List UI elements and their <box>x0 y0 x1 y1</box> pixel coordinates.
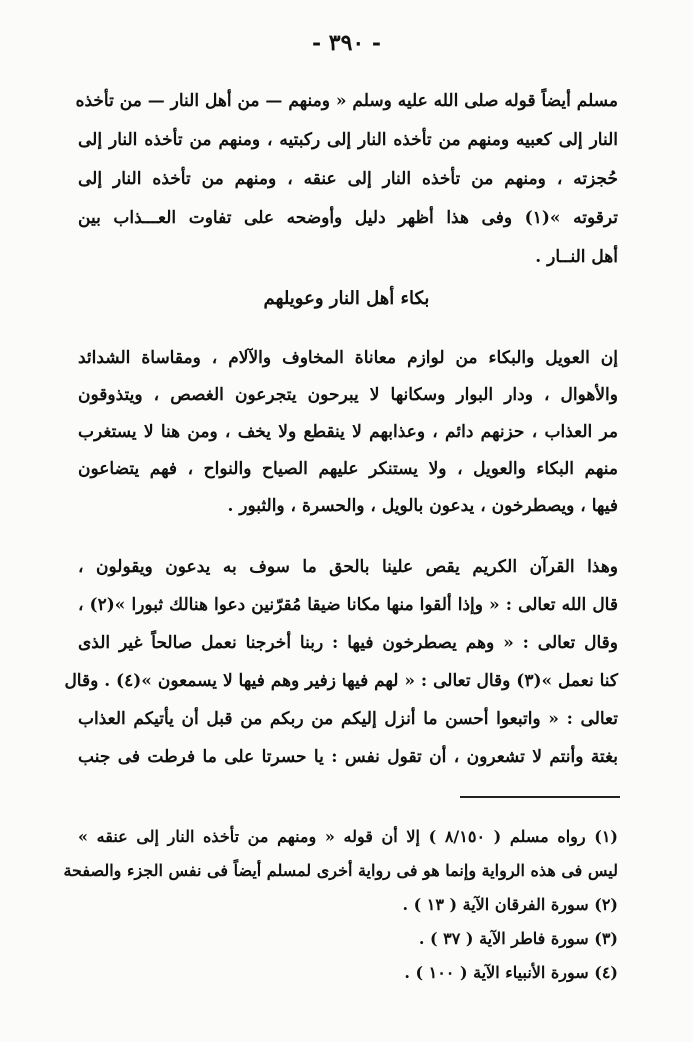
text-line: أهل النــار . <box>535 247 618 267</box>
text-line: بغتة وأنتم لا تشعرون ، أن تقول نفس : يا حسرتا على ما فرطت فى جنب <box>78 747 618 767</box>
paragraph-quran <box>64 548 618 776</box>
text-line: مسلم أيضاً قوله صلى الله عليه وسلم « ومنهم — من أهل النار — من تأخذه <box>75 91 618 111</box>
text-line: والأهوال ، ودار البوار وسكانها لا يبرحون يتجرعون الغصص ، ويتذوقون <box>78 385 618 405</box>
text-line: قال الله تعالى : « وإذا ألقوا منها مكانا ضيقا مُقرّنين دعوا هنالك ثبورا »(٢) ، <box>78 595 618 615</box>
footnote-line: (٣) سورة فاطر الآية ( ٣٧ ) . <box>418 929 618 948</box>
text-line: فيها ، ويصطرخون ، يدعون بالويل ، والحسرة ، والثبور . <box>227 496 618 516</box>
section-heading: بكاء أهل النار وعويلهم <box>263 288 430 309</box>
footnote-divider <box>460 796 620 798</box>
page-number: - ٣٩٠ - <box>311 30 382 56</box>
text-line: ترقوته »(١) وفى هذا أظهر دليل وأوضحه على تفاوت العـــذاب بين <box>78 208 619 228</box>
footnote-line: (١) رواه مسلم ( ٨/١٥٠ ) إلا أن قوله « ومنهم من تأخذه النار إلى عنقه » <box>78 827 618 846</box>
text-line: النار إلى كعبيه ومنهم من تأخذه النار إلى ركبتيه ، ومنهم من تأخذه النار إلى <box>78 130 618 150</box>
text-line: منهم البكاء والعويل ، ولا يستنكر عليهم الصياح والنواح ، فهم يتضاعون <box>78 459 618 479</box>
paragraph-hadith <box>75 82 619 277</box>
text-line: وهذا القرآن الكريم يقص علينا بالحق ما سوف به يدعون ويقولون ، <box>78 557 618 577</box>
footnote-line: ليس فى هذه الرواية وإنما هو فى رواية أخرى لمسلم أيضاً فى نفس الجزء والصفحة <box>63 861 618 880</box>
footnote-line: (٢) سورة الفرقان الآية ( ١٣ ) . <box>402 895 618 914</box>
text-line: كنا نعمل »(٣) وقال تعالى : « لهم فيها زفير وهم فيها لا يسمعون »(٤) . وقال <box>64 671 618 691</box>
text-line: مر العذاب ، حزنهم دائم ، وعذابهم لا ينقطع ولا يخف ، ومن هنا لا يستغرب <box>78 422 618 442</box>
text-line: وقال تعالى : « وهم يصطرخون فيها : ربنا أخرجنا نعمل صالحاً غير الذى <box>78 633 618 653</box>
footnotes <box>63 820 618 990</box>
text-line: حُجزته ، ومنهم من تأخذه النار إلى عنقه ، ومنهم من تأخذه النار إلى <box>78 169 618 189</box>
text-line: إن العويل والبكاء من لوازم معاناة المخاوف والآلام ، ومقاساة الشدائد <box>78 348 618 368</box>
paragraph-weeping <box>78 340 618 525</box>
text-line: تعالى : « واتبعوا أحسن ما أنزل إليكم من ربكم من قبل أن يأتيكم العذاب <box>78 709 618 729</box>
footnote-line: (٤) سورة الأنبياء الآية ( ١٠٠ ) . <box>404 963 618 982</box>
